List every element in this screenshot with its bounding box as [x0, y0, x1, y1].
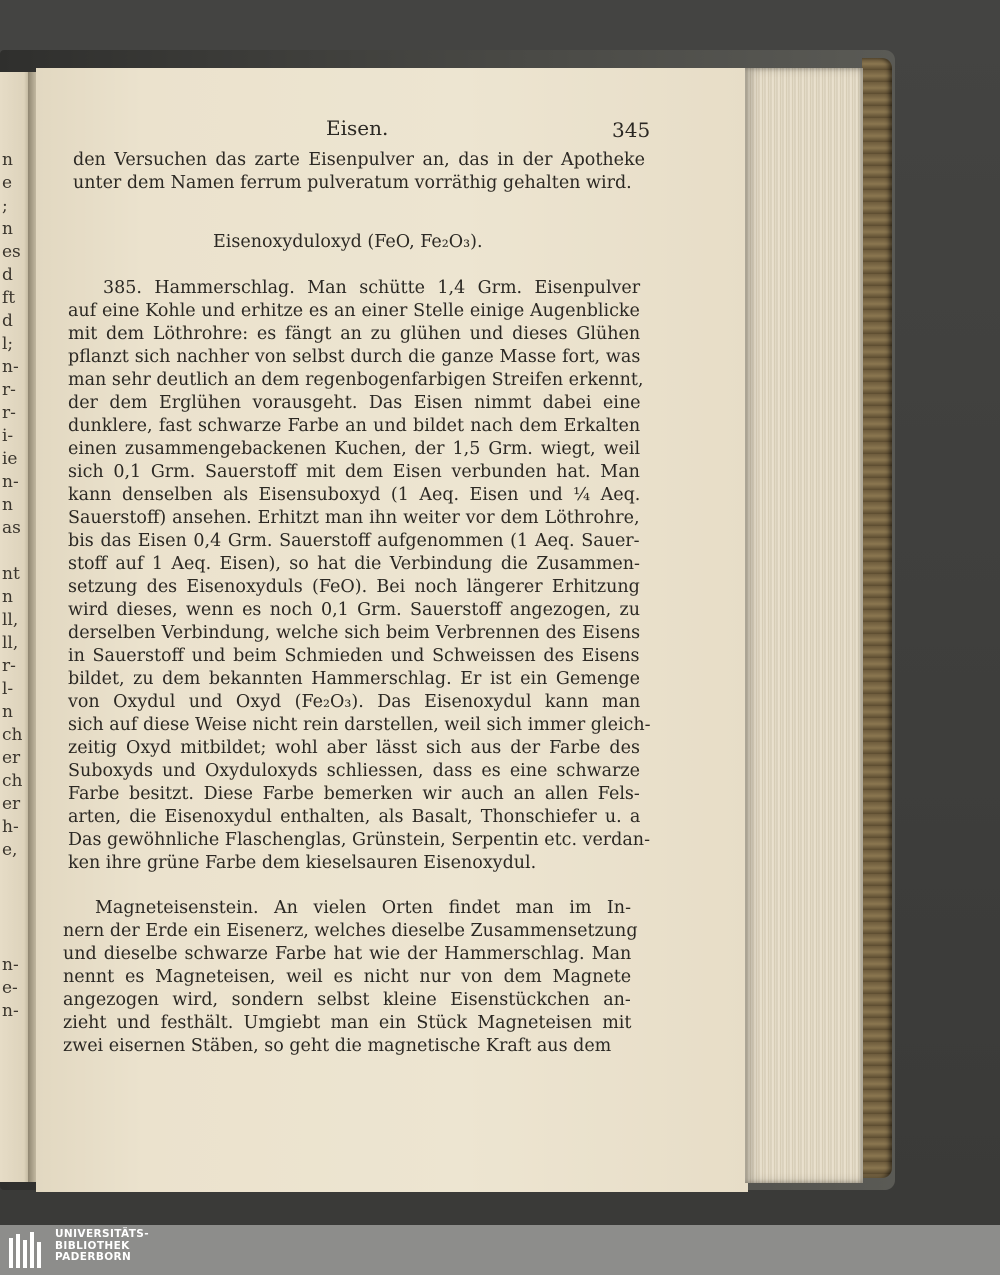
- text-line: sich 0,1 Grm. Sauerstoff mit dem Eisen verbunden hat. Man: [68, 462, 640, 482]
- text-line: kann denselben als Eisensuboxyd (1 Aeq. Eisen und ¼ Aeq.: [68, 485, 641, 505]
- left-page-letter: ll,: [2, 633, 19, 653]
- text-line: Magneteisenstein. An vielen Orten findet man im In-: [95, 898, 631, 918]
- text-line: wird dieses, wenn es noch 0,1 Grm. Sauerstoff angezogen, zu: [68, 600, 640, 620]
- page-edge-stack: [745, 68, 863, 1183]
- left-page-letter: n-: [2, 955, 19, 975]
- text-line: von Oxydul und Oxyd (Fe₂O₃). Das Eisenoxydul kann man: [68, 692, 641, 712]
- left-page-letter: ft: [2, 288, 16, 308]
- left-page-letter: d: [2, 265, 13, 285]
- left-page-letter: n: [2, 587, 13, 607]
- text-line: Suboxyds und Oxyduloxyds schliessen, dass es eine schwarze: [68, 761, 640, 781]
- left-page-letter: n: [2, 150, 13, 170]
- text-line: stoff auf 1 Aeq. Eisen), so hat die Verbindung die Zusammen-: [68, 554, 640, 574]
- left-page-letter: l;: [2, 334, 14, 354]
- text-line: einen zusammengebackenen Kuchen, der 1,5 Grm. wiegt, weil: [68, 439, 641, 459]
- text-line: 385. Hammerschlag. Man schütte 1,4 Grm. Eisenpulver: [103, 278, 641, 298]
- logo-text-line: BIBLIOTHEK: [55, 1239, 130, 1252]
- text-line: pflanzt sich nachher von selbst durch die ganze Masse fort, was: [68, 347, 641, 367]
- text-line: dunklere, fast schwarze Farbe an und bildet nach dem Erkalten: [68, 416, 641, 436]
- left-page-letter: n: [2, 495, 13, 515]
- text-line: Das gewöhnliche Flaschenglas, Grünstein, Serpentin etc. verdan-: [68, 830, 650, 850]
- left-page-letter: n: [2, 702, 13, 722]
- left-page-letter: e-: [2, 978, 18, 998]
- library-logo-icon: [6, 1230, 50, 1270]
- text-line: bildet, zu dem bekannten Hammerschlag. Er ist ein Gemenge: [68, 669, 641, 689]
- book-spine-edge: [862, 58, 892, 1178]
- text-line: auf eine Kohle und erhitze es an einer Stelle einige Augenblicke: [68, 301, 640, 321]
- text-line: sich auf diese Weise nicht rein darstellen, weil sich immer gleich-: [68, 715, 651, 735]
- left-page-letter: h-: [2, 817, 19, 837]
- text-line: man sehr deutlich an dem regenbogenfarbigen Streifen erkennt,: [68, 370, 644, 390]
- text-line: bis das Eisen 0,4 Grm. Sauerstoff aufgenommen (1 Aeq. Sauer-: [68, 531, 640, 551]
- section-heading: Eisenoxyduloxyd (FeO, Fe₂O₃).: [213, 232, 483, 252]
- left-page-letter: r-: [2, 380, 16, 400]
- page-number: 345: [612, 118, 651, 142]
- running-head-title: Eisen.: [326, 116, 389, 140]
- left-page-letter: e,: [2, 840, 18, 860]
- left-page-letter: as: [2, 518, 21, 538]
- left-page-letter: er: [2, 748, 21, 768]
- text-line: setzung des Eisenoxyduls (FeO). Bei noch längerer Erhitzung: [68, 577, 640, 597]
- left-page-letter: n-: [2, 472, 19, 492]
- left-page-letter: ie: [2, 449, 18, 469]
- text-line: mit dem Löthrohre: es fängt an zu glühen und dieses Glühen: [68, 324, 641, 344]
- left-page-letter: nt: [2, 564, 20, 584]
- text-line: nennt es Magneteisen, weil es nicht nur von dem Magnete: [63, 967, 632, 987]
- text-line: ken ihre grüne Farbe dem kieselsauren Eisenoxydul.: [68, 853, 537, 873]
- text-line: zwei eisernen Stäben, so geht die magnetische Kraft aus dem: [63, 1036, 612, 1056]
- left-page-letter: d: [2, 311, 13, 331]
- logo-text-line: UNIVERSITÄTS-: [55, 1228, 150, 1240]
- left-page-letter: er: [2, 794, 21, 814]
- left-page-letter: ;: [2, 196, 8, 216]
- left-page-letter: r-: [2, 403, 16, 423]
- left-page-letter: i-: [2, 426, 14, 446]
- left-page-letter: r-: [2, 656, 16, 676]
- text-line: arten, die Eisenoxydul enthalten, als Basalt, Thonschiefer u. a: [68, 807, 641, 827]
- text-line: zieht und festhält. Umgiebt man ein Stück Magneteisen mit: [63, 1013, 632, 1033]
- text-line: der dem Erglühen vorausgeht. Das Eisen nimmt dabei eine: [68, 393, 641, 413]
- left-page-letter: n: [2, 219, 13, 239]
- text-line: angezogen wird, sondern selbst kleine Eisenstückchen an-: [63, 990, 631, 1010]
- text-line: unter dem Namen ferrum pulveratum vorräthig gehalten wird.: [73, 173, 632, 193]
- text-line: Sauerstoff) ansehen. Erhitzt man ihn weiter vor dem Löthrohre,: [68, 508, 640, 528]
- text-line: nern der Erde ein Eisenerz, welches dieselbe Zusammensetzung: [63, 921, 638, 941]
- library-logo-text: [55, 1229, 149, 1264]
- left-page-letter: ch: [2, 725, 23, 745]
- library-footer-bar: [0, 1225, 1000, 1275]
- left-page-letter: es: [2, 242, 21, 262]
- text-line: zeitig Oxyd mitbildet; wohl aber lässt sich aus der Farbe des: [68, 738, 640, 758]
- text-line: und dieselbe schwarze Farbe hat wie der Hammerschlag. Man: [63, 944, 632, 964]
- left-page-letter: ch: [2, 771, 23, 791]
- left-page-letter: ll,: [2, 610, 19, 630]
- left-page-letter: e: [2, 173, 13, 193]
- left-page-fragment: [0, 72, 30, 1182]
- text-line: den Versuchen das zarte Eisenpulver an, das in der Apotheke: [73, 150, 645, 170]
- left-page-letter: n-: [2, 1001, 19, 1021]
- left-page-letter: l-: [2, 679, 14, 699]
- logo-text-line: PADERBORN: [55, 1251, 132, 1263]
- text-line: Farbe besitzt. Diese Farbe bemerken wir auch an allen Fels-: [68, 784, 640, 804]
- left-page-letter: n-: [2, 357, 19, 377]
- text-line: in Sauerstoff und beim Schmieden und Schweissen des Eisens: [68, 646, 640, 666]
- text-line: derselben Verbindung, welche sich beim Verbrennen des Eisens: [68, 623, 641, 643]
